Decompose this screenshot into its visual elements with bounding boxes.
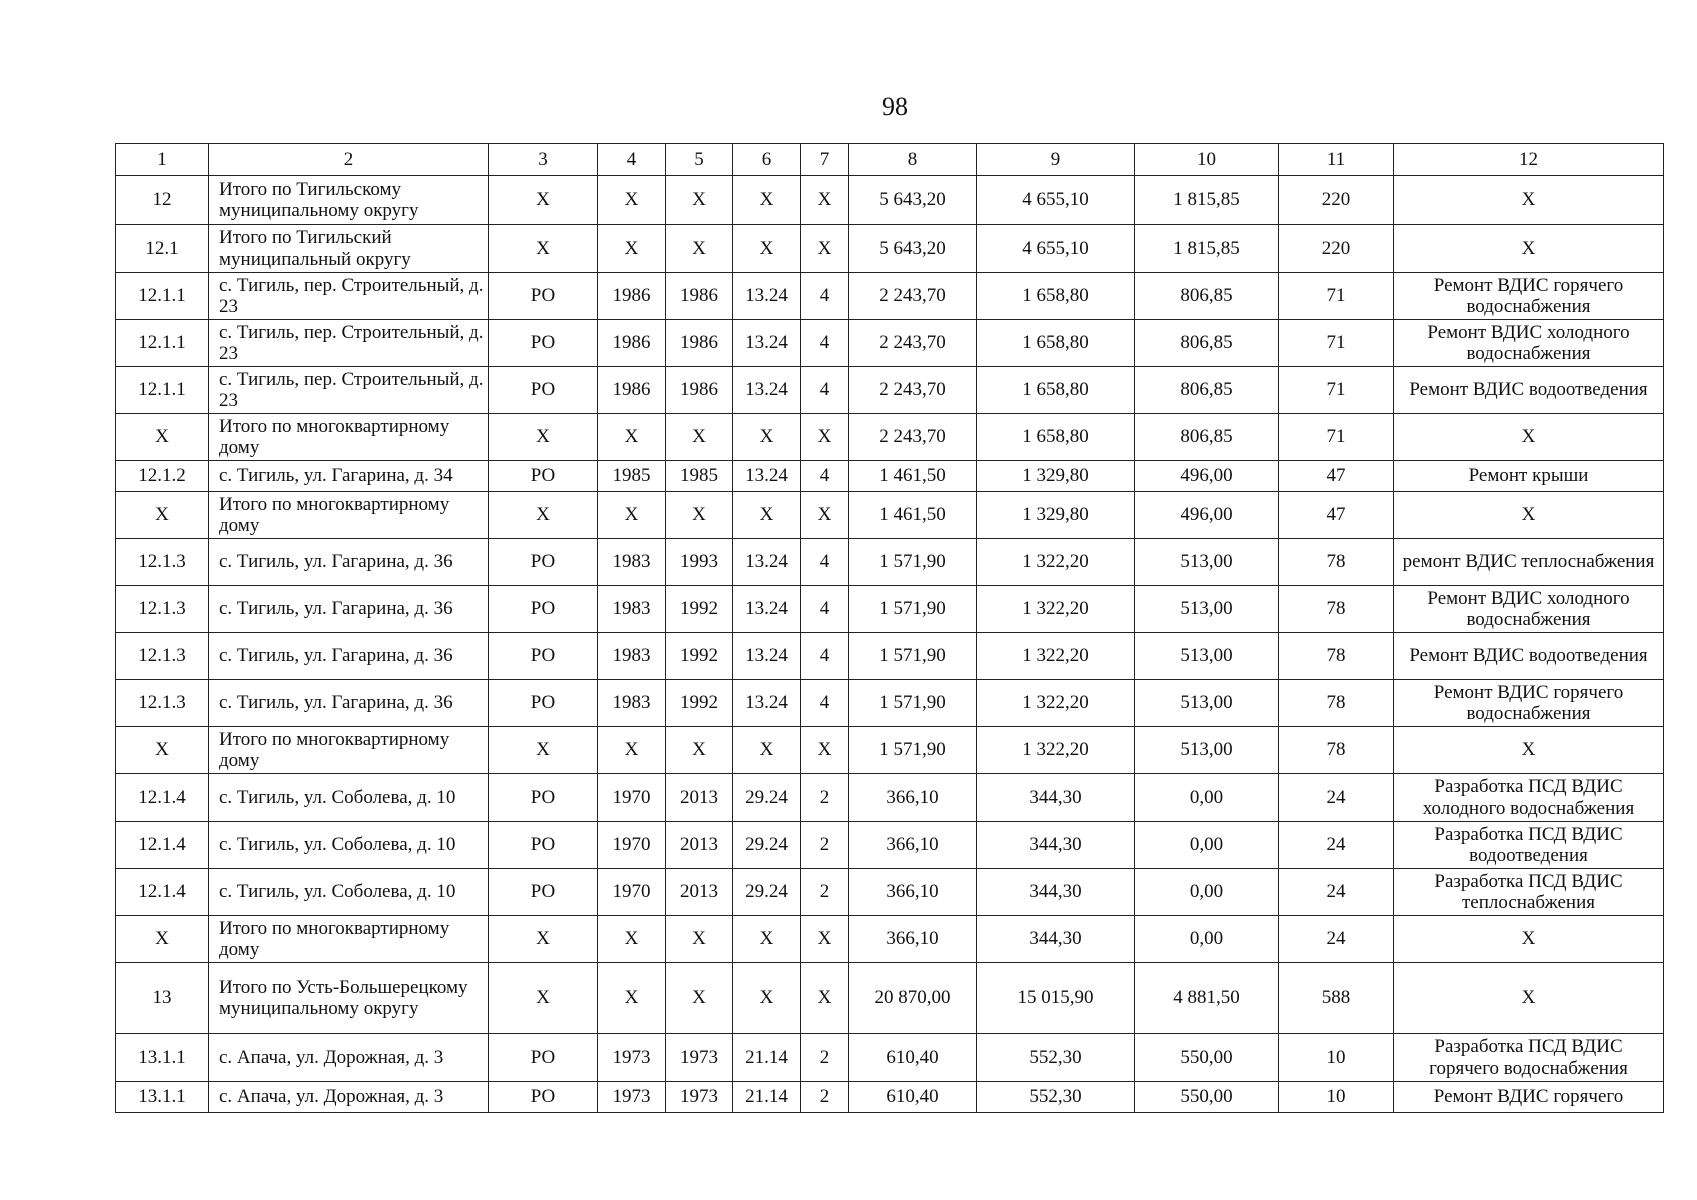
table-cell: 71 <box>1279 273 1394 320</box>
header-cell: 10 <box>1135 144 1279 176</box>
table-cell: 1 571,90 <box>849 539 977 586</box>
table-cell: Х <box>733 414 801 461</box>
table-cell: РО <box>489 1034 598 1082</box>
table-cell: с. Тигиль, пер. Строительный, д. 23 <box>209 367 489 414</box>
table-cell: 12.1.3 <box>116 539 209 586</box>
table-cell: Итого по многоквартирному дому <box>209 727 489 774</box>
table-cell: Х <box>801 963 849 1034</box>
table-cell: Итого по многоквартирному дому <box>209 414 489 461</box>
table-cell: 1986 <box>666 273 733 320</box>
table-cell: 4 881,50 <box>1135 963 1279 1034</box>
table-cell: 4 <box>801 586 849 633</box>
table-row <box>116 633 1664 680</box>
table-cell: 1973 <box>598 1034 666 1082</box>
table-cell: 10 <box>1279 1082 1394 1113</box>
table-cell: Ремонт ВДИС холодного водоснабжения <box>1394 320 1664 367</box>
table-cell: 13.24 <box>733 539 801 586</box>
table-cell: 610,40 <box>849 1082 977 1113</box>
header-cell: 7 <box>801 144 849 176</box>
table-cell: 806,85 <box>1135 414 1279 461</box>
table-cell: 2013 <box>666 822 733 869</box>
table-cell: 1 815,85 <box>1135 176 1279 225</box>
table-cell: с. Тигиль, ул. Гагарина, д. 36 <box>209 586 489 633</box>
table-cell: Ремонт ВДИС водоотведения <box>1394 633 1664 680</box>
table-cell: 4 <box>801 320 849 367</box>
table-cell: 12 <box>116 176 209 225</box>
table-cell: Х <box>733 492 801 539</box>
table-cell: 24 <box>1279 869 1394 916</box>
table-row <box>116 963 1664 1034</box>
table-cell: 2013 <box>666 869 733 916</box>
table-cell: Х <box>489 727 598 774</box>
table-cell: 496,00 <box>1135 461 1279 492</box>
table-cell: 1985 <box>598 461 666 492</box>
table-cell: Х <box>666 492 733 539</box>
table-cell: 78 <box>1279 539 1394 586</box>
header-row <box>116 144 1664 176</box>
table-cell: с. Тигиль, пер. Строительный, д. 23 <box>209 320 489 367</box>
table-cell: 1 571,90 <box>849 633 977 680</box>
table-cell: Итого по многоквартирному дому <box>209 916 489 963</box>
table-cell: Х <box>666 176 733 225</box>
table-cell: 1 815,85 <box>1135 225 1279 273</box>
table-row <box>116 727 1664 774</box>
table-cell: 220 <box>1279 225 1394 273</box>
table-cell: с. Тигиль, ул. Гагарина, д. 36 <box>209 680 489 727</box>
table-cell: Х <box>598 225 666 273</box>
table-row <box>116 1034 1664 1082</box>
table-cell: РО <box>489 367 598 414</box>
table-cell: 4 <box>801 539 849 586</box>
table-cell: 1986 <box>598 367 666 414</box>
table-cell: 12.1.4 <box>116 774 209 822</box>
table-cell: РО <box>489 586 598 633</box>
table-cell: 4 655,10 <box>977 225 1135 273</box>
table-cell: 513,00 <box>1135 633 1279 680</box>
table-cell: 47 <box>1279 461 1394 492</box>
table-cell: с. Тигиль, ул. Гагарина, д. 36 <box>209 633 489 680</box>
table-cell: 1973 <box>666 1082 733 1113</box>
table-cell: 12.1 <box>116 225 209 273</box>
table-cell: 1970 <box>598 774 666 822</box>
table-cell: 24 <box>1279 822 1394 869</box>
table-cell: 1 329,80 <box>977 492 1135 539</box>
table-cell: 550,00 <box>1135 1082 1279 1113</box>
table-cell: 12.1.4 <box>116 869 209 916</box>
table-cell: 1 322,20 <box>977 727 1135 774</box>
table-cell: РО <box>489 869 598 916</box>
table-cell: Х <box>801 727 849 774</box>
table-cell: 366,10 <box>849 916 977 963</box>
table-cell: Разработка ПСД ВДИС горячего водоснабжения <box>1394 1034 1664 1082</box>
table-row <box>116 176 1664 225</box>
table-cell: 0,00 <box>1135 916 1279 963</box>
table-cell: 1986 <box>598 273 666 320</box>
table-cell: 47 <box>1279 492 1394 539</box>
table-cell: 71 <box>1279 367 1394 414</box>
table-cell: 1970 <box>598 822 666 869</box>
table-cell: 1986 <box>598 320 666 367</box>
table-cell: 513,00 <box>1135 539 1279 586</box>
table-cell: РО <box>489 273 598 320</box>
table-row <box>116 869 1664 916</box>
table-cell: 12.1.3 <box>116 633 209 680</box>
table-cell: РО <box>489 320 598 367</box>
table-cell: Итого по Усть-Большерецкому муниципальному округу <box>209 963 489 1034</box>
table-cell: Х <box>666 225 733 273</box>
table-row <box>116 273 1664 320</box>
header-cell: 8 <box>849 144 977 176</box>
table-cell: Ремонт ВДИС холодного водоснабжения <box>1394 586 1664 633</box>
table-cell: 1993 <box>666 539 733 586</box>
table-cell: Х <box>733 176 801 225</box>
table-cell: 1983 <box>598 586 666 633</box>
table-cell: 1 461,50 <box>849 461 977 492</box>
table-cell: Х <box>666 414 733 461</box>
table-cell: 513,00 <box>1135 680 1279 727</box>
header-cell: 12 <box>1394 144 1664 176</box>
table-cell: Х <box>489 176 598 225</box>
table-cell: с. Апача, ул. Дорожная, д. 3 <box>209 1034 489 1082</box>
table-cell: 1 322,20 <box>977 586 1135 633</box>
table-cell: 29.24 <box>733 774 801 822</box>
table-cell: Х <box>489 916 598 963</box>
table-cell: 78 <box>1279 727 1394 774</box>
table-cell: 13.24 <box>733 367 801 414</box>
header-cell: 2 <box>209 144 489 176</box>
table-cell: с. Тигиль, ул. Гагарина, д. 34 <box>209 461 489 492</box>
table-cell: 2 <box>801 1082 849 1113</box>
table-cell: 1 658,80 <box>977 320 1135 367</box>
table-cell: 4 <box>801 461 849 492</box>
table-cell: 4 <box>801 633 849 680</box>
table-cell: 550,00 <box>1135 1034 1279 1082</box>
table-cell: РО <box>489 539 598 586</box>
table-cell: Х <box>598 916 666 963</box>
table-cell: 13 <box>116 963 209 1034</box>
table-cell: 366,10 <box>849 822 977 869</box>
table-cell: Ремонт ВДИС водоотведения <box>1394 367 1664 414</box>
table-cell: 2 <box>801 869 849 916</box>
table-cell: 1 329,80 <box>977 461 1135 492</box>
table-cell: 13.1.1 <box>116 1082 209 1113</box>
table-cell: 552,30 <box>977 1082 1135 1113</box>
table-cell: 78 <box>1279 680 1394 727</box>
table-cell: Х <box>666 963 733 1034</box>
table-cell: Х <box>489 225 598 273</box>
header-cell: 5 <box>666 144 733 176</box>
table-cell: Х <box>489 492 598 539</box>
table-cell: 2 243,70 <box>849 273 977 320</box>
table-cell: ремонт ВДИС теплоснабжения <box>1394 539 1664 586</box>
table-cell: 2 243,70 <box>849 320 977 367</box>
table-cell: 0,00 <box>1135 869 1279 916</box>
table-row <box>116 1082 1664 1113</box>
table-row <box>116 539 1664 586</box>
table-cell: Х <box>1394 727 1664 774</box>
table-cell: 78 <box>1279 633 1394 680</box>
table-row <box>116 461 1664 492</box>
table-cell: с. Апача, ул. Дорожная, д. 3 <box>209 1082 489 1113</box>
table-cell: 806,85 <box>1135 367 1279 414</box>
table-cell: 1986 <box>666 367 733 414</box>
table-row <box>116 225 1664 273</box>
table-row <box>116 367 1664 414</box>
table-cell: 12.1.4 <box>116 822 209 869</box>
table-cell: 24 <box>1279 774 1394 822</box>
table-cell: 1992 <box>666 586 733 633</box>
table-cell: 13.1.1 <box>116 1034 209 1082</box>
table-cell: 1 571,90 <box>849 727 977 774</box>
header-cell: 6 <box>733 144 801 176</box>
table-cell: с. Тигиль, ул. Соболева, д. 10 <box>209 822 489 869</box>
table-cell: 78 <box>1279 586 1394 633</box>
table-cell: 344,30 <box>977 916 1135 963</box>
table-cell: 12.1.3 <box>116 586 209 633</box>
table-cell: 10 <box>1279 1034 1394 1082</box>
table-cell: РО <box>489 774 598 822</box>
table-cell: Х <box>801 916 849 963</box>
table-cell: Итого по многоквартирному дому <box>209 492 489 539</box>
table-cell: 513,00 <box>1135 727 1279 774</box>
table-cell: 29.24 <box>733 822 801 869</box>
table-cell: 5 643,20 <box>849 225 977 273</box>
table-cell: Х <box>1394 963 1664 1034</box>
table-cell: 610,40 <box>849 1034 977 1082</box>
table-cell: 366,10 <box>849 869 977 916</box>
table-cell: Х <box>666 727 733 774</box>
table-cell: Х <box>801 225 849 273</box>
table-cell: Х <box>1394 176 1664 225</box>
table-cell: Х <box>598 727 666 774</box>
table-row <box>116 492 1664 539</box>
table-cell: 1 322,20 <box>977 633 1135 680</box>
table-cell: Х <box>733 916 801 963</box>
table-cell: 344,30 <box>977 774 1135 822</box>
table-cell: Х <box>489 963 598 1034</box>
table-cell: 552,30 <box>977 1034 1135 1082</box>
table-cell: 1 322,20 <box>977 680 1135 727</box>
table-cell: 21.14 <box>733 1034 801 1082</box>
table-cell: Х <box>598 414 666 461</box>
table-cell: Х <box>666 916 733 963</box>
table-cell: 13.24 <box>733 586 801 633</box>
table-row <box>116 586 1664 633</box>
table-cell: 1985 <box>666 461 733 492</box>
table-row <box>116 774 1664 822</box>
table-cell: Разработка ПСД ВДИС водоотведения <box>1394 822 1664 869</box>
table-cell: 513,00 <box>1135 586 1279 633</box>
table-cell: 2 <box>801 1034 849 1082</box>
table-cell: РО <box>489 461 598 492</box>
table-cell: 588 <box>1279 963 1394 1034</box>
table-cell: 2 <box>801 822 849 869</box>
table-cell: Х <box>733 225 801 273</box>
table-cell: Х <box>116 916 209 963</box>
page-number: 98 <box>882 92 908 121</box>
table-cell: 20 870,00 <box>849 963 977 1034</box>
table-cell: 1983 <box>598 680 666 727</box>
table-cell: 806,85 <box>1135 320 1279 367</box>
table-cell: с. Тигиль, ул. Гагарина, д. 36 <box>209 539 489 586</box>
table-cell: 1970 <box>598 869 666 916</box>
table-cell: Х <box>1394 492 1664 539</box>
table-cell: 1 658,80 <box>977 367 1135 414</box>
table-cell: 2 243,70 <box>849 367 977 414</box>
table-cell: 344,30 <box>977 869 1135 916</box>
table-cell: 12.1.2 <box>116 461 209 492</box>
table-cell: 1 322,20 <box>977 539 1135 586</box>
table-cell: 344,30 <box>977 822 1135 869</box>
table-cell: 4 655,10 <box>977 176 1135 225</box>
table-cell: 806,85 <box>1135 273 1279 320</box>
table-cell: Х <box>489 414 598 461</box>
table-cell: 29.24 <box>733 869 801 916</box>
table-cell: Ремонт ВДИС горячего водоснабжения <box>1394 273 1664 320</box>
table-cell: 2 <box>801 774 849 822</box>
table-cell: 12.1.1 <box>116 367 209 414</box>
register-table <box>115 143 1664 1113</box>
table-cell: 1992 <box>666 680 733 727</box>
table-cell: 1 658,80 <box>977 414 1135 461</box>
table-cell: 2013 <box>666 774 733 822</box>
table-cell: РО <box>489 1082 598 1113</box>
table-cell: Итого по Тигильский муниципальный округу <box>209 225 489 273</box>
table-cell: Ремонт ВДИС горячего водоснабжения <box>1394 680 1664 727</box>
table-cell: 13.24 <box>733 320 801 367</box>
table-cell: 1 461,50 <box>849 492 977 539</box>
table-cell: 1973 <box>666 1034 733 1082</box>
table-cell: 1 571,90 <box>849 586 977 633</box>
table-cell: 21.14 <box>733 1082 801 1113</box>
table-cell: 4 <box>801 367 849 414</box>
table-row <box>116 320 1664 367</box>
table-cell: Х <box>1394 225 1664 273</box>
table-row <box>116 822 1664 869</box>
table-cell: с. Тигиль, ул. Соболева, д. 10 <box>209 869 489 916</box>
table-cell: Ремонт ВДИС горячего <box>1394 1082 1664 1113</box>
table-cell: 496,00 <box>1135 492 1279 539</box>
table-cell: Х <box>733 727 801 774</box>
header-cell: 3 <box>489 144 598 176</box>
header-cell: 11 <box>1279 144 1394 176</box>
table-cell: 366,10 <box>849 774 977 822</box>
table-cell: Х <box>733 963 801 1034</box>
table-cell: с. Тигиль, ул. Соболева, д. 10 <box>209 774 489 822</box>
table-cell: 220 <box>1279 176 1394 225</box>
table-cell: 12.1.1 <box>116 320 209 367</box>
table-cell: РО <box>489 680 598 727</box>
table-cell: 1983 <box>598 633 666 680</box>
table-cell: Итого по Тигильскому муниципальному округу <box>209 176 489 225</box>
table-cell: РО <box>489 633 598 680</box>
table-cell: Х <box>116 414 209 461</box>
table-row <box>116 680 1664 727</box>
table-cell: 12.1.1 <box>116 273 209 320</box>
table-cell: Х <box>116 727 209 774</box>
table-cell: Х <box>598 963 666 1034</box>
header-cell: 4 <box>598 144 666 176</box>
table-cell: 1986 <box>666 320 733 367</box>
table-cell: 1983 <box>598 539 666 586</box>
table-cell: 2 243,70 <box>849 414 977 461</box>
table-cell: 13.24 <box>733 680 801 727</box>
table-cell: 13.24 <box>733 461 801 492</box>
table-cell: Х <box>801 176 849 225</box>
table-cell: 1 658,80 <box>977 273 1135 320</box>
table-cell: с. Тигиль, пер. Строительный, д. 23 <box>209 273 489 320</box>
table-row <box>116 414 1664 461</box>
table-cell: 5 643,20 <box>849 176 977 225</box>
table-cell: Разработка ПСД ВДИС теплоснабжения <box>1394 869 1664 916</box>
table-cell: Х <box>1394 414 1664 461</box>
table-cell: Ремонт крыши <box>1394 461 1664 492</box>
table-cell: 13.24 <box>733 273 801 320</box>
table-cell: 0,00 <box>1135 774 1279 822</box>
table-cell: 13.24 <box>733 633 801 680</box>
header-cell: 1 <box>116 144 209 176</box>
table-cell: Разработка ПСД ВДИС холодного водоснабжения <box>1394 774 1664 822</box>
table-cell: 71 <box>1279 414 1394 461</box>
table-cell: Х <box>801 414 849 461</box>
table-cell: Х <box>801 492 849 539</box>
table-row <box>116 916 1664 963</box>
table-cell: 1973 <box>598 1082 666 1113</box>
table-cell: 4 <box>801 680 849 727</box>
table-cell: 15 015,90 <box>977 963 1135 1034</box>
table-cell: 12.1.3 <box>116 680 209 727</box>
table-cell: Х <box>598 492 666 539</box>
table-cell: 0,00 <box>1135 822 1279 869</box>
table-cell: РО <box>489 822 598 869</box>
table-cell: Х <box>116 492 209 539</box>
table-cell: 24 <box>1279 916 1394 963</box>
table-cell: 4 <box>801 273 849 320</box>
table-cell: 1992 <box>666 633 733 680</box>
table-cell: 1 571,90 <box>849 680 977 727</box>
table-cell: 71 <box>1279 320 1394 367</box>
header-cell: 9 <box>977 144 1135 176</box>
table-cell: Х <box>1394 916 1664 963</box>
table-cell: Х <box>598 176 666 225</box>
